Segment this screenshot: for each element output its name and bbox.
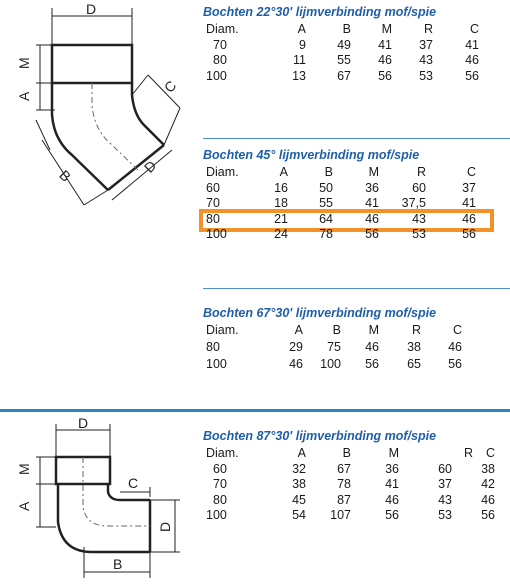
cell-r: 43	[412, 211, 426, 226]
table-row	[203, 339, 462, 356]
header-c: C	[452, 323, 462, 337]
table-row	[203, 53, 479, 69]
section-title: Bochten 45° lijmverbinding mof/spie	[203, 148, 420, 162]
header-diam: Diam.	[206, 446, 239, 460]
section-bochten-22	[203, 5, 479, 84]
separator-1	[203, 138, 510, 139]
cell-c: 56	[465, 68, 479, 83]
cell-m: 36	[365, 180, 379, 195]
cell-m: 56	[385, 508, 399, 522]
header-m: M	[368, 165, 379, 179]
cell-diam: 100	[206, 357, 227, 371]
table-row	[203, 227, 476, 243]
table-row	[203, 37, 479, 54]
cell-b: 55	[319, 196, 333, 210]
separator-2	[203, 288, 510, 289]
cell-b: 67	[337, 68, 351, 83]
cell-r: 65	[407, 357, 421, 371]
cell-b: 67	[337, 461, 351, 476]
cell-b: 64	[319, 211, 333, 226]
label-b: B	[56, 166, 75, 185]
label-m: M	[16, 57, 32, 69]
cell-a: 18	[274, 196, 288, 210]
cell-a: 46	[289, 357, 303, 371]
cell-a: 16	[274, 180, 288, 195]
cell-b: 75	[327, 339, 341, 354]
label-m-bottom: M	[16, 463, 32, 475]
label-a-bottom: A	[16, 501, 32, 511]
cell-diam: 80	[213, 53, 227, 67]
section-bochten-67	[203, 306, 462, 373]
header-m: M	[381, 22, 392, 36]
header-r: R	[463, 446, 473, 460]
table-header	[203, 165, 476, 181]
cell-c: 46	[462, 211, 476, 226]
cell-r: 43	[419, 53, 433, 67]
label-d-bottom: D	[78, 415, 89, 431]
section-title: Bochten 87°30' lijmverbinding mof/spie	[203, 429, 437, 443]
cell-m: 36	[385, 461, 399, 476]
header-r: R	[416, 165, 426, 179]
cell-diam: 80	[213, 492, 227, 507]
cell-c: 37	[462, 180, 476, 195]
cell-diam: 60	[206, 180, 220, 195]
section-bochten-87	[203, 429, 495, 524]
table-bochten-87	[203, 446, 495, 524]
table-header	[203, 22, 479, 38]
table-row	[203, 68, 479, 85]
cell-a: 9	[299, 37, 306, 52]
table-bochten-22	[203, 22, 479, 84]
cell-a: 29	[289, 339, 303, 354]
cell-r: 53	[419, 68, 433, 83]
header-b: B	[342, 22, 351, 36]
header-diam: Diam.	[206, 165, 239, 179]
cell-m: 41	[365, 196, 379, 210]
cell-m: 46	[365, 339, 379, 354]
label-c: C	[160, 77, 180, 96]
cell-b: 107	[330, 508, 351, 522]
cell-diam: 100	[206, 68, 227, 83]
cell-a: 38	[292, 477, 306, 491]
table-row	[203, 196, 476, 212]
label-d2: D	[140, 157, 160, 176]
cell-m: 46	[378, 53, 392, 67]
section-bochten-45	[203, 148, 476, 243]
header-a: A	[279, 165, 288, 179]
cell-a: 21	[274, 211, 288, 226]
cell-diam: 70	[206, 196, 220, 210]
cell-r: 43	[438, 492, 452, 507]
cell-r: 60	[438, 461, 452, 476]
cell-diam: 70	[213, 477, 227, 491]
header-r: R	[423, 22, 433, 36]
section-title: Bochten 67°30' lijmverbinding mof/spie	[203, 306, 437, 320]
header-b: B	[342, 446, 351, 460]
bend-45-drawing	[0, 0, 200, 215]
header-a: A	[297, 446, 306, 460]
cell-c: 41	[465, 37, 479, 52]
header-r: R	[411, 323, 421, 337]
cell-c: 46	[465, 53, 479, 67]
header-b: B	[332, 323, 341, 337]
header-b: B	[324, 165, 333, 179]
header-diam: Diam.	[206, 323, 239, 337]
cell-r: 53	[412, 227, 426, 241]
table-row	[203, 180, 476, 197]
cell-c: 38	[481, 461, 495, 476]
header-m: M	[388, 446, 399, 460]
cell-diam: 100	[206, 508, 227, 522]
cell-m: 46	[385, 492, 399, 507]
table-header	[203, 323, 462, 339]
header-m: M	[368, 323, 379, 337]
header-c: C	[485, 446, 495, 460]
header-a: A	[294, 323, 303, 337]
cell-b: 87	[337, 492, 351, 507]
cell-a: 45	[292, 492, 306, 507]
cell-c: 41	[462, 196, 476, 210]
cell-b: 78	[319, 227, 333, 241]
header-diam: Diam.	[206, 22, 239, 36]
label-c-bottom: C	[128, 475, 139, 491]
table-header	[203, 446, 495, 462]
cell-b: 100	[320, 357, 341, 371]
cell-c: 46	[481, 492, 495, 507]
cell-m: 46	[365, 211, 379, 226]
cell-a: 24	[274, 227, 288, 241]
cell-diam: 80	[206, 339, 220, 354]
cell-b: 78	[337, 477, 351, 491]
label-d-side: D	[157, 521, 173, 532]
table-bochten-67	[203, 323, 462, 373]
cell-c: 56	[462, 227, 476, 241]
cell-r: 60	[412, 180, 426, 195]
cell-diam: 60	[213, 461, 227, 476]
cell-diam: 70	[213, 37, 227, 52]
cell-a: 11	[293, 53, 306, 67]
section-divider-bar	[0, 409, 510, 412]
cell-c: 56	[448, 357, 462, 371]
cell-m: 41	[385, 477, 399, 491]
cell-a: 32	[292, 461, 306, 476]
cell-c: 46	[448, 339, 462, 354]
table-row	[203, 492, 495, 509]
cell-m: 56	[365, 227, 379, 241]
label-d: D	[86, 1, 97, 17]
table-row	[203, 508, 495, 524]
cell-c: 42	[481, 477, 495, 491]
cell-r: 37	[419, 37, 433, 52]
table-row-highlighted	[203, 211, 476, 228]
label-a: A	[16, 91, 32, 101]
cell-b: 49	[337, 37, 351, 52]
cell-a: 54	[292, 508, 306, 522]
cell-r: 53	[438, 508, 452, 522]
cell-b: 50	[319, 180, 333, 195]
cell-r: 37	[438, 477, 452, 491]
cell-m: 41	[378, 37, 392, 52]
label-b-bottom: B	[113, 556, 123, 572]
header-c: C	[466, 165, 476, 179]
cell-diam: 100	[206, 227, 227, 241]
cell-diam: 80	[206, 211, 220, 226]
header-c: C	[469, 22, 479, 36]
table-row	[203, 477, 495, 493]
cell-b: 55	[337, 53, 351, 67]
section-title: Bochten 22°30' lijmverbinding mof/spie	[203, 5, 437, 19]
cell-a: 13	[292, 68, 306, 83]
table-row	[203, 357, 462, 373]
bend-87-drawing	[0, 412, 200, 584]
cell-r: 37,5	[401, 196, 426, 210]
cell-m: 56	[365, 357, 379, 371]
header-a: A	[297, 22, 306, 36]
table-row	[203, 461, 495, 478]
cell-m: 56	[378, 68, 392, 83]
cell-r: 38	[407, 339, 421, 354]
cell-c: 56	[481, 508, 495, 522]
table-bochten-45	[203, 165, 476, 243]
